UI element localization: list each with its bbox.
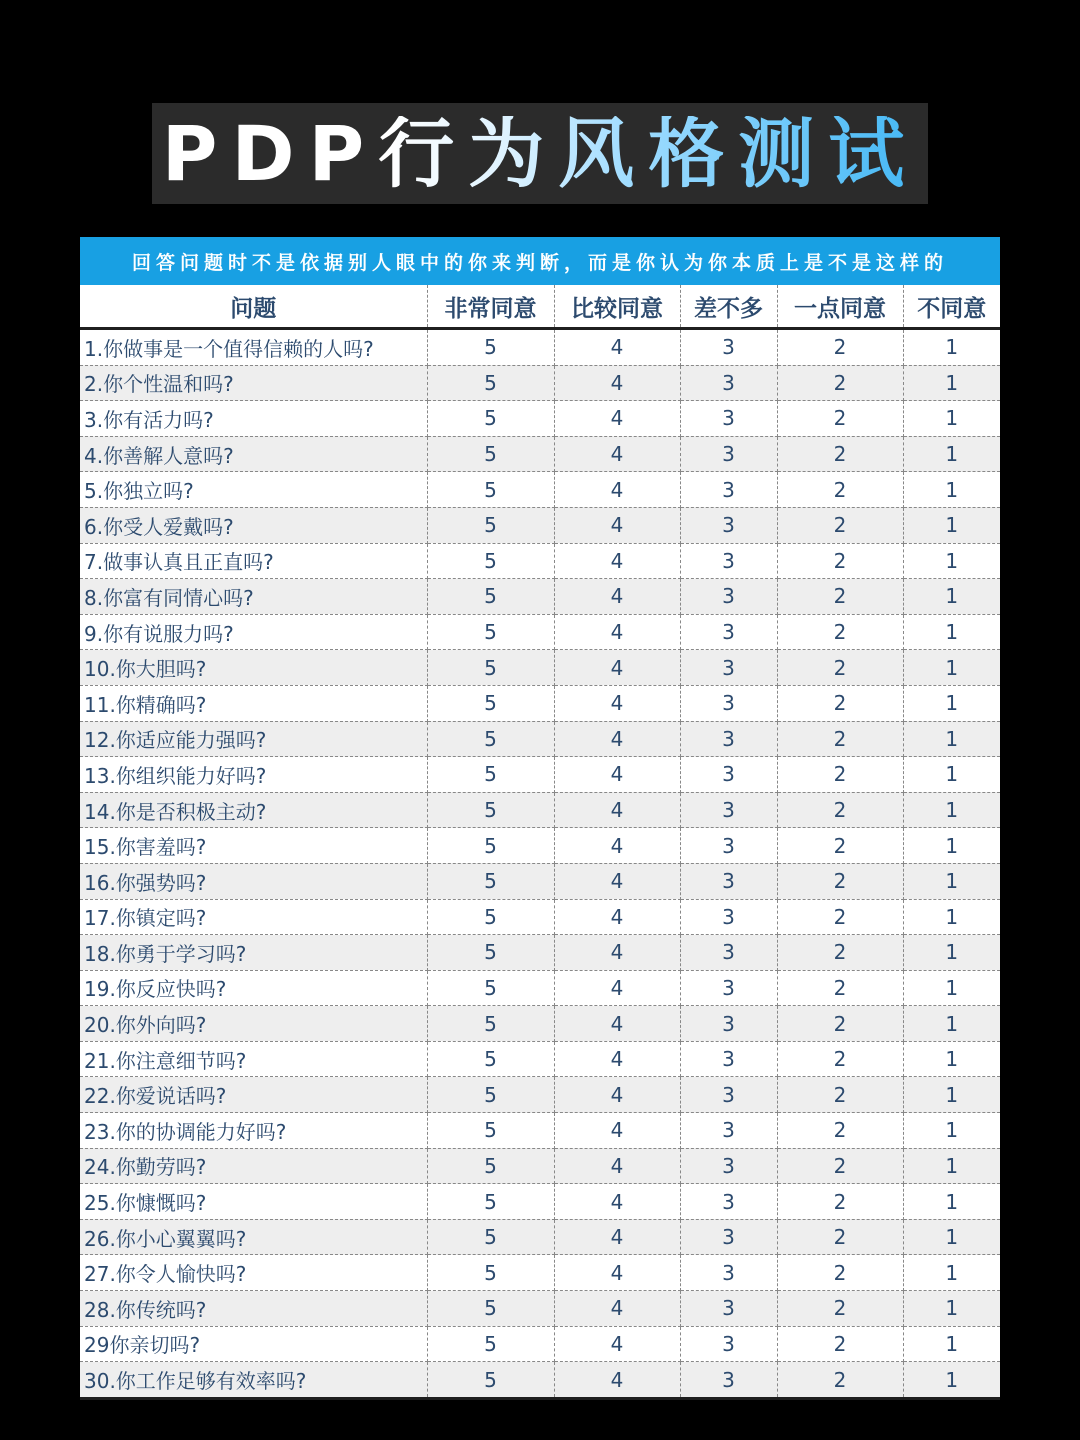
score-cell-slightly-agree[interactable]: 2 [777,1184,903,1220]
question-cell: 21.你注意细节吗? [80,1041,427,1077]
score-cell-neutral[interactable]: 3 [680,1148,777,1184]
score-cell-slightly-agree[interactable]: 2 [777,1006,903,1042]
score-cell-agree[interactable]: 4 [554,1041,680,1077]
score-cell-disagree[interactable]: 1 [903,757,1000,793]
score-cell-disagree[interactable]: 1 [903,721,1000,757]
score-cell-strongly-agree[interactable]: 5 [427,1077,554,1113]
score-cell-disagree[interactable]: 1 [903,365,1000,401]
score-cell-strongly-agree[interactable]: 5 [427,472,554,508]
question-cell: 17.你镇定吗? [80,899,427,935]
score-cell-strongly-agree[interactable]: 5 [427,650,554,686]
score-cell-strongly-agree[interactable]: 5 [427,436,554,472]
question-cell: 8.你富有同情心吗? [80,579,427,615]
score-cell-disagree[interactable]: 1 [903,1219,1000,1255]
table-row [80,899,1000,935]
table-row [80,828,1000,864]
score-cell-agree[interactable]: 4 [554,1291,680,1327]
score-cell-strongly-agree[interactable]: 5 [427,614,554,650]
score-cell-agree[interactable]: 4 [554,899,680,935]
header-agree: 比较同意 [554,285,680,329]
score-cell-agree[interactable]: 4 [554,1255,680,1291]
score-cell-neutral[interactable]: 3 [680,650,777,686]
score-cell-neutral[interactable]: 3 [680,329,777,366]
score-cell-disagree[interactable]: 1 [903,507,1000,543]
question-cell: 24.你勤劳吗? [80,1148,427,1184]
score-cell-strongly-agree[interactable]: 5 [427,1006,554,1042]
score-cell-agree[interactable]: 4 [554,614,680,650]
score-cell-strongly-agree[interactable]: 5 [427,828,554,864]
question-cell: 18.你勇于学习吗? [80,935,427,971]
question-cell: 25.你慷慨吗? [80,1184,427,1220]
score-cell-strongly-agree[interactable]: 5 [427,935,554,971]
score-cell-slightly-agree[interactable]: 2 [777,792,903,828]
table-row [80,1291,1000,1327]
score-cell-strongly-agree[interactable]: 5 [427,543,554,579]
score-cell-disagree[interactable]: 1 [903,1041,1000,1077]
score-cell-disagree[interactable]: 1 [903,685,1000,721]
score-cell-disagree[interactable]: 1 [903,899,1000,935]
table-row [80,1184,1000,1220]
score-cell-slightly-agree[interactable]: 2 [777,828,903,864]
questionnaire-table [80,285,1000,1400]
score-cell-disagree[interactable]: 1 [903,579,1000,615]
score-cell-disagree[interactable]: 1 [903,1077,1000,1113]
score-cell-disagree[interactable]: 1 [903,1362,1000,1399]
score-cell-neutral[interactable]: 3 [680,935,777,971]
score-cell-neutral[interactable]: 3 [680,401,777,437]
score-cell-agree[interactable]: 4 [554,685,680,721]
score-cell-disagree[interactable]: 1 [903,935,1000,971]
question-cell: 12.你适应能力强吗? [80,721,427,757]
score-cell-disagree[interactable]: 1 [903,543,1000,579]
score-cell-neutral[interactable]: 3 [680,970,777,1006]
table-row [80,1006,1000,1042]
score-cell-slightly-agree[interactable]: 2 [777,685,903,721]
score-cell-slightly-agree[interactable]: 2 [777,863,903,899]
score-cell-neutral[interactable]: 3 [680,543,777,579]
score-cell-disagree[interactable]: 1 [903,828,1000,864]
score-cell-agree[interactable]: 4 [554,1184,680,1220]
score-cell-strongly-agree[interactable]: 5 [427,329,554,366]
score-cell-agree[interactable]: 4 [554,757,680,793]
table-row [80,1362,1000,1399]
question-cell: 23.你的协调能力好吗? [80,1113,427,1149]
score-cell-slightly-agree[interactable]: 2 [777,1148,903,1184]
score-cell-strongly-agree[interactable]: 5 [427,685,554,721]
table-row [80,1255,1000,1291]
score-cell-agree[interactable]: 4 [554,650,680,686]
table-row [80,1326,1000,1362]
score-cell-neutral[interactable]: 3 [680,365,777,401]
score-cell-agree[interactable]: 4 [554,721,680,757]
question-cell: 22.你爱说话吗? [80,1077,427,1113]
score-cell-slightly-agree[interactable]: 2 [777,543,903,579]
score-cell-slightly-agree[interactable]: 2 [777,1255,903,1291]
question-cell: 13.你组织能力好吗? [80,757,427,793]
table-row [80,401,1000,437]
score-cell-slightly-agree[interactable]: 2 [777,899,903,935]
header-question: 问题 [80,285,427,329]
table-row [80,1041,1000,1077]
table-row [80,1113,1000,1149]
table-header-row [80,285,1000,329]
score-cell-neutral[interactable]: 3 [680,1326,777,1362]
score-cell-slightly-agree[interactable]: 2 [777,507,903,543]
table-row [80,757,1000,793]
score-cell-slightly-agree[interactable]: 2 [777,935,903,971]
score-cell-neutral[interactable]: 3 [680,685,777,721]
score-cell-neutral[interactable]: 3 [680,1077,777,1113]
score-cell-slightly-agree[interactable]: 2 [777,365,903,401]
score-cell-disagree[interactable]: 1 [903,436,1000,472]
score-cell-agree[interactable]: 4 [554,1219,680,1255]
score-cell-neutral[interactable]: 3 [680,1184,777,1220]
table-row [80,792,1000,828]
score-cell-strongly-agree[interactable]: 5 [427,507,554,543]
question-cell: 19.你反应快吗? [80,970,427,1006]
score-cell-disagree[interactable]: 1 [903,614,1000,650]
score-cell-disagree[interactable]: 1 [903,1291,1000,1327]
score-cell-strongly-agree[interactable]: 5 [427,970,554,1006]
question-cell: 10.你大胆吗? [80,650,427,686]
question-cell: 29你亲切吗? [80,1326,427,1362]
score-cell-agree[interactable]: 4 [554,970,680,1006]
score-cell-slightly-agree[interactable]: 2 [777,436,903,472]
score-cell-neutral[interactable]: 3 [680,472,777,508]
score-cell-neutral[interactable]: 3 [680,757,777,793]
score-cell-slightly-agree[interactable]: 2 [777,1291,903,1327]
score-cell-slightly-agree[interactable]: 2 [777,721,903,757]
score-cell-agree[interactable]: 4 [554,472,680,508]
score-cell-agree[interactable]: 4 [554,792,680,828]
score-cell-strongly-agree[interactable]: 5 [427,1184,554,1220]
score-cell-disagree[interactable]: 1 [903,1113,1000,1149]
score-cell-agree[interactable]: 4 [554,828,680,864]
table-row [80,507,1000,543]
score-cell-strongly-agree[interactable]: 5 [427,899,554,935]
score-cell-agree[interactable]: 4 [554,1113,680,1149]
score-cell-strongly-agree[interactable]: 5 [427,757,554,793]
score-cell-agree[interactable]: 4 [554,543,680,579]
score-cell-disagree[interactable]: 1 [903,650,1000,686]
question-cell: 3.你有活力吗? [80,401,427,437]
header-slightly-agree: 一点同意 [777,285,903,329]
score-cell-disagree[interactable]: 1 [903,1148,1000,1184]
table-row [80,935,1000,971]
score-cell-agree[interactable]: 4 [554,579,680,615]
question-cell: 27.你令人愉快吗? [80,1255,427,1291]
score-cell-neutral[interactable]: 3 [680,1291,777,1327]
score-cell-strongly-agree[interactable]: 5 [427,1219,554,1255]
score-cell-agree[interactable]: 4 [554,1362,680,1399]
score-cell-slightly-agree[interactable]: 2 [777,1326,903,1362]
table-row [80,472,1000,508]
table-row [80,970,1000,1006]
score-cell-disagree[interactable]: 1 [903,1255,1000,1291]
table-row [80,1077,1000,1113]
score-cell-disagree[interactable]: 1 [903,1326,1000,1362]
score-cell-disagree[interactable]: 1 [903,472,1000,508]
score-cell-slightly-agree[interactable]: 2 [777,757,903,793]
score-cell-neutral[interactable]: 3 [680,614,777,650]
score-cell-agree[interactable]: 4 [554,436,680,472]
score-cell-slightly-agree[interactable]: 2 [777,472,903,508]
question-cell: 1.你做事是一个值得信赖的人吗? [80,329,427,366]
score-cell-slightly-agree[interactable]: 2 [777,614,903,650]
score-cell-neutral[interactable]: 3 [680,1362,777,1399]
header-strongly-agree: 非常同意 [427,285,554,329]
table-row [80,365,1000,401]
score-cell-agree[interactable]: 4 [554,329,680,366]
score-cell-slightly-agree[interactable]: 2 [777,1362,903,1399]
score-cell-agree[interactable]: 4 [554,935,680,971]
score-cell-agree[interactable]: 4 [554,401,680,437]
score-cell-disagree[interactable]: 1 [903,792,1000,828]
score-cell-strongly-agree[interactable]: 5 [427,721,554,757]
score-cell-agree[interactable]: 4 [554,1077,680,1113]
score-cell-slightly-agree[interactable]: 2 [777,329,903,366]
header-disagree: 不同意 [903,285,1000,329]
table-row [80,1219,1000,1255]
score-cell-disagree[interactable]: 1 [903,1006,1000,1042]
score-cell-strongly-agree[interactable]: 5 [427,1291,554,1327]
question-cell: 11.你精确吗? [80,685,427,721]
score-cell-neutral[interactable]: 3 [680,1255,777,1291]
question-cell: 28.你传统吗? [80,1291,427,1327]
score-cell-strongly-agree[interactable]: 5 [427,401,554,437]
table-row [80,863,1000,899]
table-row [80,721,1000,757]
question-cell: 30.你工作足够有效率吗? [80,1362,427,1399]
score-cell-slightly-agree[interactable]: 2 [777,1077,903,1113]
score-cell-agree[interactable]: 4 [554,365,680,401]
score-cell-agree[interactable]: 4 [554,863,680,899]
score-cell-neutral[interactable]: 3 [680,436,777,472]
score-cell-neutral[interactable]: 3 [680,579,777,615]
question-cell: 2.你个性温和吗? [80,365,427,401]
score-cell-slightly-agree[interactable]: 2 [777,401,903,437]
table-row [80,650,1000,686]
question-cell: 7.做事认真且正直吗? [80,543,427,579]
score-cell-slightly-agree[interactable]: 2 [777,650,903,686]
question-cell: 14.你是否积极主动? [80,792,427,828]
score-cell-strongly-agree[interactable]: 5 [427,579,554,615]
score-cell-neutral[interactable]: 3 [680,1006,777,1042]
score-cell-neutral[interactable]: 3 [680,792,777,828]
score-cell-neutral[interactable]: 3 [680,863,777,899]
score-cell-neutral[interactable]: 3 [680,721,777,757]
question-cell: 20.你外向吗? [80,1006,427,1042]
score-cell-neutral[interactable]: 3 [680,1113,777,1149]
table-row [80,685,1000,721]
score-cell-strongly-agree[interactable]: 5 [427,1113,554,1149]
score-cell-agree[interactable]: 4 [554,507,680,543]
score-cell-slightly-agree[interactable]: 2 [777,1041,903,1077]
score-cell-strongly-agree[interactable]: 5 [427,792,554,828]
table-row [80,436,1000,472]
score-cell-strongly-agree[interactable]: 5 [427,1255,554,1291]
score-cell-neutral[interactable]: 3 [680,507,777,543]
header-neutral: 差不多 [680,285,777,329]
question-cell: 6.你受人爱戴吗? [80,507,427,543]
score-cell-strongly-agree[interactable]: 5 [427,1362,554,1399]
score-cell-agree[interactable]: 4 [554,1148,680,1184]
score-cell-neutral[interactable]: 3 [680,1219,777,1255]
instruction-text: 回答问题时不是依据别人眼中的你来判断，而是你认为你本质上是不是这样的 [131,251,948,274]
table-row [80,329,1000,366]
title-banner [152,103,928,204]
question-cell: 9.你有说服力吗? [80,614,427,650]
table-row [80,579,1000,615]
score-cell-disagree[interactable]: 1 [903,1184,1000,1220]
page-title: PDP行为风格测试 [161,108,919,198]
score-cell-agree[interactable]: 4 [554,1326,680,1362]
questionnaire-table-container [80,237,1000,1400]
score-cell-slightly-agree[interactable]: 2 [777,579,903,615]
question-cell: 26.你小心翼翼吗? [80,1219,427,1255]
instruction-bar [80,237,1000,285]
score-cell-neutral[interactable]: 3 [680,828,777,864]
score-cell-strongly-agree[interactable]: 5 [427,1326,554,1362]
score-cell-slightly-agree[interactable]: 2 [777,1219,903,1255]
table-row [80,543,1000,579]
question-cell: 5.你独立吗? [80,472,427,508]
score-cell-slightly-agree[interactable]: 2 [777,970,903,1006]
score-cell-agree[interactable]: 4 [554,1006,680,1042]
score-cell-disagree[interactable]: 1 [903,329,1000,366]
score-cell-strongly-agree[interactable]: 5 [427,1148,554,1184]
score-cell-neutral[interactable]: 3 [680,899,777,935]
score-cell-disagree[interactable]: 1 [903,863,1000,899]
table-row [80,614,1000,650]
score-cell-slightly-agree[interactable]: 2 [777,1113,903,1149]
question-cell: 16.你强势吗? [80,863,427,899]
table-body [80,329,1000,1399]
score-cell-strongly-agree[interactable]: 5 [427,365,554,401]
score-cell-neutral[interactable]: 3 [680,1041,777,1077]
question-cell: 15.你害羞吗? [80,828,427,864]
score-cell-disagree[interactable]: 1 [903,970,1000,1006]
table-row [80,1148,1000,1184]
score-cell-strongly-agree[interactable]: 5 [427,1041,554,1077]
score-cell-strongly-agree[interactable]: 5 [427,863,554,899]
question-cell: 4.你善解人意吗? [80,436,427,472]
score-cell-disagree[interactable]: 1 [903,401,1000,437]
